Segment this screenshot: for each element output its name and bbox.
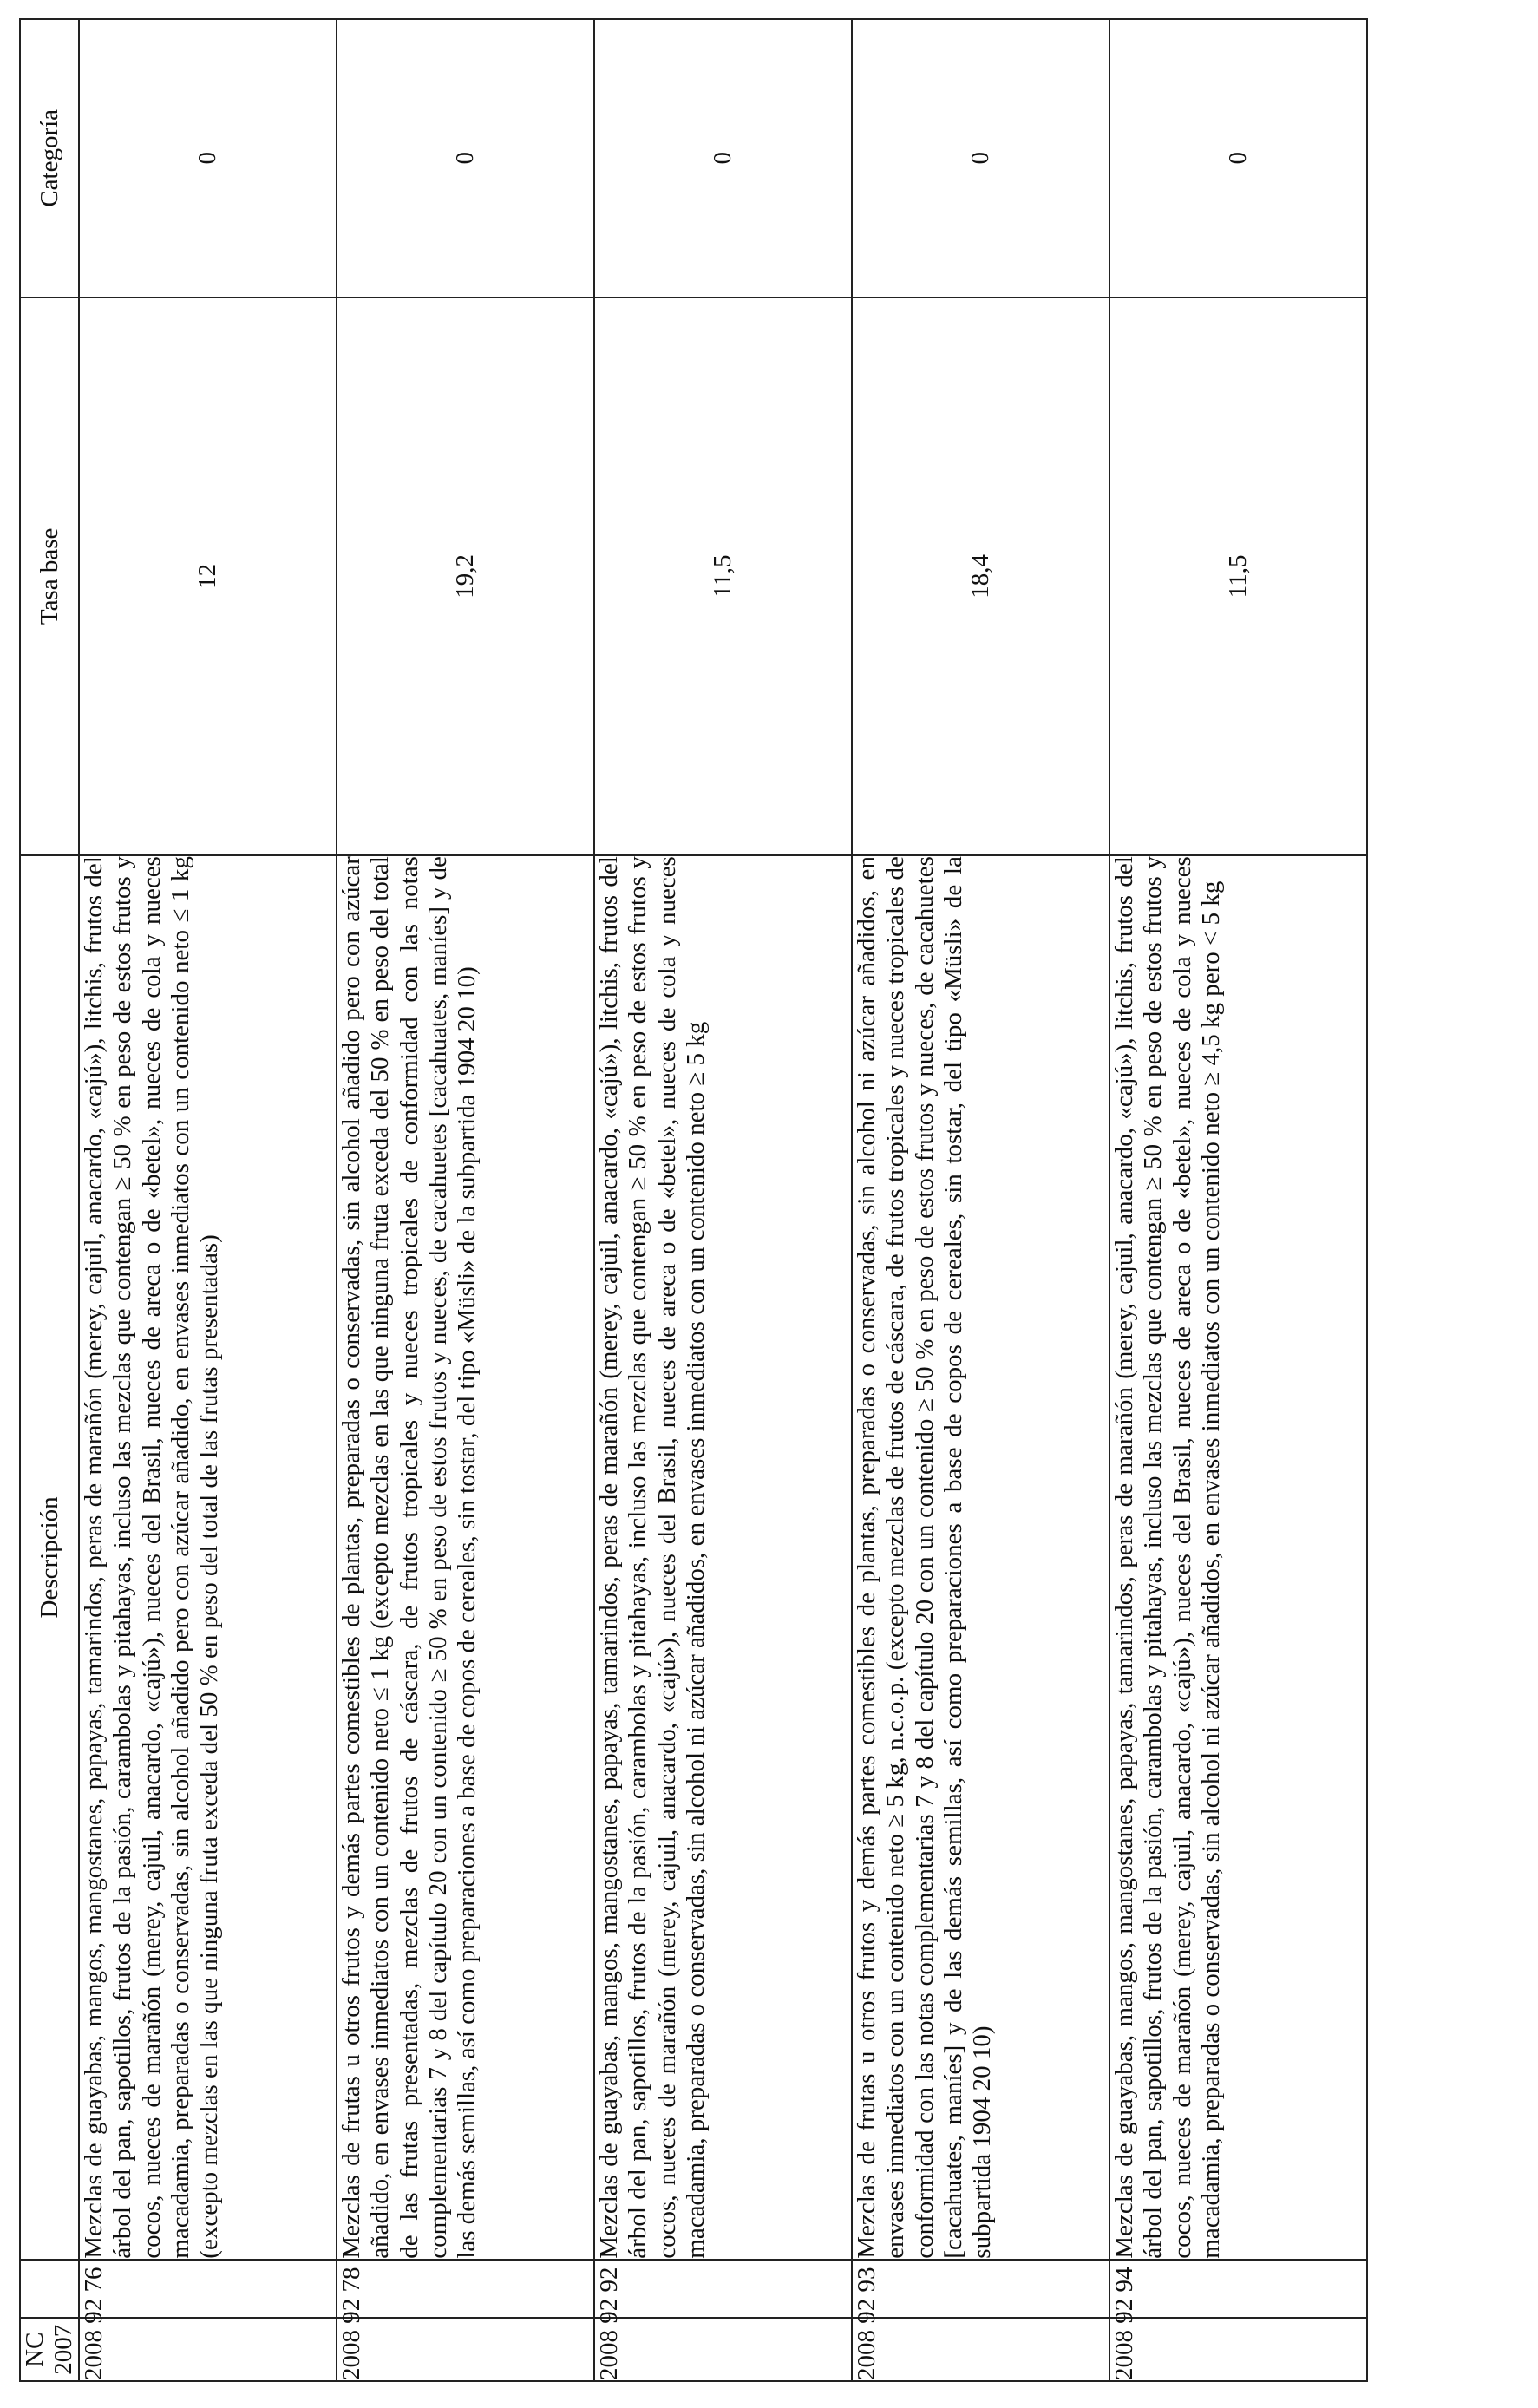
cell-nc: 2008 92 93: [852, 2318, 1109, 2381]
cell-nc: 2008 92 92: [594, 2318, 852, 2381]
cell-tasa: 11,5: [594, 298, 852, 856]
tariff-table: [19, 18, 1368, 2382]
cell-gap: [852, 2260, 1109, 2319]
header-gap: [20, 2260, 79, 2319]
cell-tasa: 19,2: [337, 298, 594, 856]
cell-description: Mezclas de guayabas, mangos, mangostanes, papayas, tamarindos, peras de marañón (merey, cajuil, anacardo, «cajú»), litchis, frutos del árbol del pan, sapotillos, frutos de la pasión, carambolas y pitahayas, incluso las mezclas que contengan ≥ 50 % en peso de estos frutos y cocos, nueces de marañón (merey, cajuil, anacardo, «cajú»), nueces del Brasil, nueces de areca o de «betel», nueces de cola y nueces macadamia, preparadas o conservadas, sin alcohol añadido pero con azúcar añadido, en envases inmediatos con un contenido neto ≤ 1 kg (excepto mezclas en las que ninguna fruta exceda del 50 % en peso del total de las frutas presentadas): [79, 855, 337, 2260]
cell-category: 0: [852, 19, 1109, 298]
cell-gap: [79, 2260, 337, 2319]
cell-category: 0: [1109, 19, 1367, 298]
cell-category: 0: [594, 19, 852, 298]
cell-tasa: 18,4: [852, 298, 1109, 856]
table-row: [1109, 19, 1367, 2381]
cell-category: 0: [79, 19, 337, 298]
table-header-row: [20, 19, 79, 2381]
cell-description: Mezclas de frutas u otros frutos y demás partes comestibles de plantas, preparadas o conservadas, sin alcohol añadido pero con azúcar añadido, en envases inmediatos con un contenido neto ≤ 1 kg (excepto mezclas en las que ninguna fruta exceda del 50 % en peso del total de las frutas presentadas, mezclas de frutos de cáscara, de frutos tropicales y nueces tropicales de conformidad con las notas complementarias 7 y 8 del capítulo 20 con un contenido ≥ 50 % en peso de estos frutos y nueces, de cacahuetes [cacahuates, maníes] y de las demás semillas, así como preparaciones a base de copos de cereales, sin tostar, del tipo «Müsli» de la subpartida 1904 20 10): [337, 855, 594, 2260]
table-row: [337, 19, 594, 2381]
header-nc: NC 2007: [20, 2318, 79, 2381]
header-category: Categoría: [20, 19, 79, 298]
table-row: [594, 19, 852, 2381]
cell-category: 0: [337, 19, 594, 298]
cell-description: Mezclas de guayabas, mangos, mangostanes, papayas, tamarindos, peras de marañón (merey, cajuil, anacardo, «cajú»), litchis, frutos del árbol del pan, sapotillos, frutos de la pasión, carambolas y pitahayas, incluso las mezclas que contengan ≥ 50 % en peso de estos frutos y cocos, nueces de marañón (merey, cajuil, anacardo, «cajú»), nueces del Brasil, nueces de areca o de «betel», nueces de cola y nueces macadamia, preparadas o conservadas, sin alcohol ni azúcar añadidos, en envases inmediatos con un contenido neto ≥ 4,5 kg pero < 5 kg: [1109, 855, 1367, 2260]
cell-gap: [337, 2260, 594, 2319]
table-row: [79, 19, 337, 2381]
cell-nc: 2008 92 78: [337, 2318, 594, 2381]
table-row: [852, 19, 1109, 2381]
cell-description: Mezclas de guayabas, mangos, mangostanes, papayas, tamarindos, peras de marañón (merey, cajuil, anacardo, «cajú»), litchis, frutos del árbol del pan, sapotillos, frutos de la pasión, carambolas y pitahayas, incluso las mezclas que contengan ≥ 50 % en peso de estos frutos y cocos, nueces de marañón (merey, cajuil, anacardo, «cajú»), nueces del Brasil, nueces de areca o de «betel», nueces de cola y nueces macadamia, preparadas o conservadas, sin alcohol ni azúcar añadidos, en envases inmediatos con un contenido neto ≥ 5 kg: [594, 855, 852, 2260]
cell-description: Mezclas de frutas u otros frutos y demás partes comestibles de plantas, preparadas o conservadas, sin alcohol ni azúcar añadidos, en envases inmediatos con un contenido neto ≥ 5 kg, n.c.o.p. (excepto mezclas de frutos de cáscara, de frutos tropicales y nueces tropicales de conformidad con las notas complementarias 7 y 8 del capítulo 20 con un contenido ≥ 50 % en peso de estos frutos y nueces, de cacahuetes [cacahuates, maníes] y de las demás semillas, así como preparaciones a base de copos de cereales, sin tostar, del tipo «Müsli» de la subpartida 1904 20 10): [852, 855, 1109, 2260]
cell-gap: [594, 2260, 852, 2319]
cell-nc: 2008 92 76: [79, 2318, 337, 2381]
header-tasa: Tasa base: [20, 298, 79, 856]
cell-tasa: 11,5: [1109, 298, 1367, 856]
cell-nc: 2008 92 94: [1109, 2318, 1367, 2381]
header-description: Descripción: [20, 855, 79, 2260]
cell-tasa: 12: [79, 298, 337, 856]
cell-gap: [1109, 2260, 1367, 2319]
